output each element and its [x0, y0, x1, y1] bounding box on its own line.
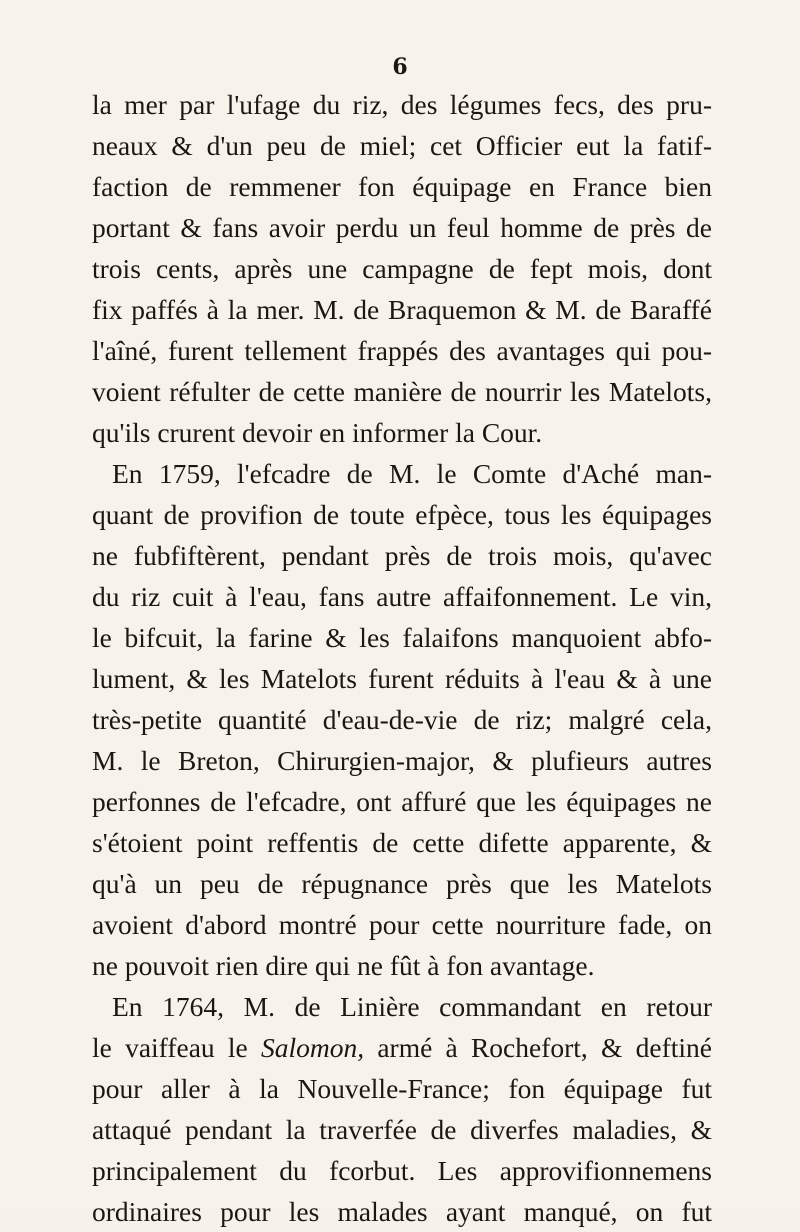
text-line: l'aîné, furent tellement frappés des avantages qui pou-: [92, 335, 712, 366]
text-line: pour aller à la Nouvelle-France; fon équipage fut: [92, 1073, 712, 1104]
text-line: qu'ils crurent devoir en informer la Cour.: [92, 417, 543, 448]
text-line: le bifcuit, la farine & les falaifons manquoient abfo-: [92, 622, 712, 653]
text-line: trois cents, après une campagne de fept mois, dont: [92, 253, 712, 284]
text-line: s'étoient point reffentis de cette difette apparente, &: [92, 827, 712, 858]
text-line: ordinaires pour les malades ayant manqué, on fut: [92, 1196, 712, 1227]
text-line: En 1764, M. de Linière commandant en retour: [112, 991, 712, 1022]
text-fragment: armé à Rochefort, & deftiné: [364, 1032, 712, 1063]
text-line: du riz cuit à l'eau, fans autre affaifonnement. Le vin,: [92, 581, 712, 612]
text-line: neaux & d'un peu de miel; cet Officier eut la fatif-: [92, 130, 712, 161]
text-fragment: le vaiffeau le: [92, 1032, 261, 1063]
ship-name: Salomon,: [260, 1032, 365, 1063]
text-line: faction de remmener fon équipage en France bien: [92, 171, 712, 202]
text-line: En 1759, l'efcadre de M. le Comte d'Aché man-: [112, 458, 712, 489]
text-line: la mer par l'ufage du riz, des légumes fecs, des pru-: [92, 89, 712, 120]
text-line: ne pouvoit rien dire qui ne fût à fon avantage.: [92, 950, 595, 981]
text-line: portant & fans avoir perdu un feul homme de près de: [92, 212, 712, 243]
text-line: avoient d'abord montré pour cette nourriture fade, on: [92, 909, 712, 940]
text-line: très-petite quantité d'eau-de-vie de riz; malgré cela,: [92, 704, 712, 735]
text-line: lument, & les Matelots furent réduits à l'eau & à une: [92, 663, 712, 694]
body-text: [92, 84, 712, 1232]
text-line: M. le Breton, Chirurgien-major, & plufieurs autres: [92, 745, 712, 776]
text-line: ne fubfiftèrent, pendant près de trois mois, qu'avec: [92, 540, 712, 571]
text-line: perfonnes de l'efcadre, ont affuré que les équipages ne: [92, 786, 712, 817]
page-number: 6: [392, 54, 408, 80]
text-line: voient réfulter de cette manière de nourrir les Matelots,: [92, 376, 712, 407]
text-line: qu'à un peu de répugnance près que les Matelots: [92, 868, 712, 899]
text-line: quant de provifion de toute efpèce, tous les équipages: [92, 499, 712, 530]
text-line: attaqué pendant la traverfée de diverfes maladies, &: [92, 1114, 712, 1145]
text-line: principalement du fcorbut. Les approvifionnemens: [92, 1155, 712, 1186]
text-line-with-italic: [92, 1027, 712, 1068]
text-line: fix paffés à la mer. M. de Braquemon & M. de Baraffé: [92, 294, 712, 325]
